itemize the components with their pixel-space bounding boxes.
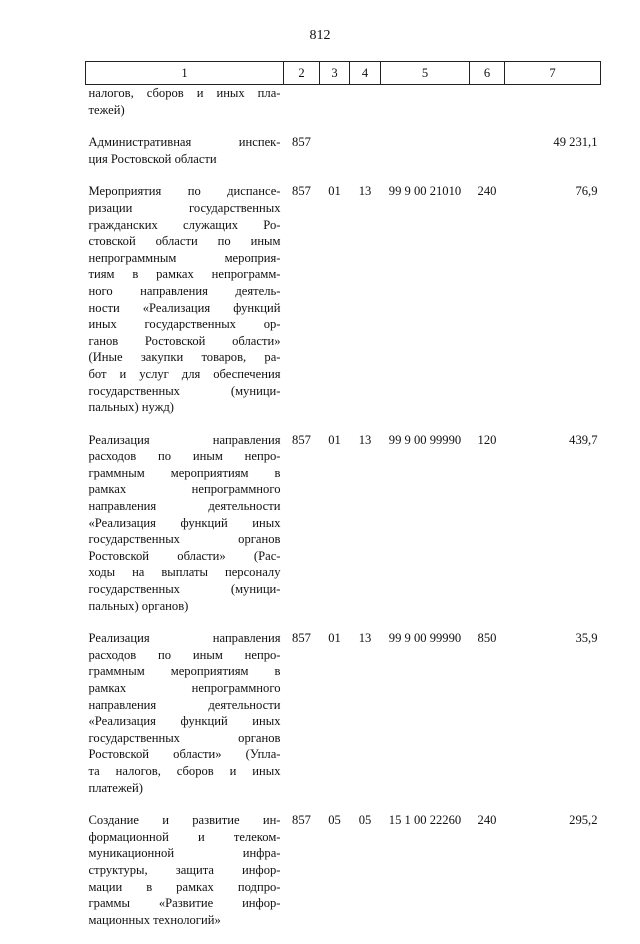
column-header: 5 [381,62,470,85]
row-type-cell: 850 [470,630,505,812]
table-body [86,85,601,944]
text-line: налогов, сборов и иных пла- [89,85,281,102]
text-line: ганов Ростовской области» [89,333,281,350]
row-type-cell: 240 [470,812,505,944]
text-line: платежей) [89,780,281,797]
text-line: государственных (муници- [89,581,281,598]
table-row [86,812,601,944]
text-line: мационных технологий» [89,912,281,929]
column-header: 3 [320,62,350,85]
text-line: рамках непрограммного [89,680,281,697]
row-amount-cell: 35,9 [505,630,601,812]
table-row [86,134,601,183]
text-line: граммным мероприятиям в [89,663,281,680]
text-line: (Иные закупки товаров, ра- [89,349,281,366]
text-line: граммы «Развитие инфор- [89,895,281,912]
text-line: Административная инспек- [89,134,281,151]
text-line: государственных органов [89,730,281,747]
text-line: ного направления деятель- [89,283,281,300]
text-line: расходов по иным непро- [89,448,281,465]
row-name-cell [86,183,284,431]
text-line: та налогов, сборов и иных [89,763,281,780]
text-line: пальных) органов) [89,598,281,615]
text-line: направления деятельности [89,697,281,714]
text-line: мации в рамках подпро- [89,879,281,896]
row-target-cell: 99 9 00 99990 [381,630,470,812]
row-subsection-cell: 13 [350,432,381,631]
row-subsection-cell: 05 [350,812,381,944]
table-row [86,432,601,631]
row-amount-cell: 76,9 [505,183,601,431]
row-name-cell [86,812,284,944]
row-section-cell [320,134,350,183]
page-number: 812 [0,28,640,44]
table-row [86,183,601,431]
row-subsection-cell: 13 [350,183,381,431]
row-subsection-cell [350,85,381,135]
row-name-cell [86,85,284,135]
row-amount-cell: 49 231,1 [505,134,601,183]
row-target-cell: 15 1 00 22260 [381,812,470,944]
text-line: тежей) [89,102,281,119]
table-row [86,630,601,812]
text-line: стовской области по иным [89,233,281,250]
column-header: 6 [470,62,505,85]
row-name-cell [86,630,284,812]
text-line: гражданских служащих Ро- [89,217,281,234]
text-line: ходы на выплаты персоналу [89,564,281,581]
row-target-cell [381,134,470,183]
row-type-cell [470,85,505,135]
row-subsection-cell [350,134,381,183]
row-code-cell [284,85,320,135]
budget-table [85,61,601,944]
table-row [86,85,601,135]
row-target-cell: 99 9 00 21010 [381,183,470,431]
row-code-cell: 857 [284,134,320,183]
column-header: 2 [284,62,320,85]
row-code-cell: 857 [284,630,320,812]
row-amount-cell [505,85,601,135]
row-name-cell [86,432,284,631]
row-target-cell [381,85,470,135]
row-section-cell [320,85,350,135]
text-line: иных государственных ор- [89,316,281,333]
row-amount-cell: 295,2 [505,812,601,944]
text-line: ности «Реализация функций [89,300,281,317]
row-target-cell: 99 9 00 99990 [381,432,470,631]
text-line: тиям в рамках непрограмм- [89,266,281,283]
row-code-cell: 857 [284,432,320,631]
row-section-cell: 05 [320,812,350,944]
text-line: Реализация направления [89,432,281,449]
table-header-row [86,62,601,85]
column-header: 1 [86,62,284,85]
text-line: Создание и развитие ин- [89,812,281,829]
text-line: формационной и телеком- [89,829,281,846]
column-header: 7 [505,62,601,85]
text-line: муникационной инфра- [89,845,281,862]
text-line: направления деятельности [89,498,281,515]
text-line: расходов по иным непро- [89,647,281,664]
text-line: Реализация направления [89,630,281,647]
row-code-cell: 857 [284,183,320,431]
text-line: граммным мероприятиям в [89,465,281,482]
column-header: 4 [350,62,381,85]
row-section-cell: 01 [320,432,350,631]
text-line: ризации государственных [89,200,281,217]
text-line: Мероприятия по диспансе- [89,183,281,200]
row-type-cell: 120 [470,432,505,631]
text-line: Ростовской области» (Рас- [89,548,281,565]
text-line: ция Ростовской области [89,151,281,168]
text-line: государственных органов [89,531,281,548]
text-line: пальных) нужд) [89,399,281,416]
text-line: Ростовской области» (Упла- [89,746,281,763]
text-line: «Реализация функций иных [89,515,281,532]
row-code-cell: 857 [284,812,320,944]
row-type-cell [470,134,505,183]
text-line: структуры, защита инфор- [89,862,281,879]
row-section-cell: 01 [320,183,350,431]
row-section-cell: 01 [320,630,350,812]
row-name-cell [86,134,284,183]
text-line: государственных (муници- [89,383,281,400]
text-line: бот и услуг для обеспечения [89,366,281,383]
row-type-cell: 240 [470,183,505,431]
text-line: «Реализация функций иных [89,713,281,730]
row-subsection-cell: 13 [350,630,381,812]
text-line: непрограммным мероприя- [89,250,281,267]
row-amount-cell: 439,7 [505,432,601,631]
text-line: рамках непрограммного [89,481,281,498]
